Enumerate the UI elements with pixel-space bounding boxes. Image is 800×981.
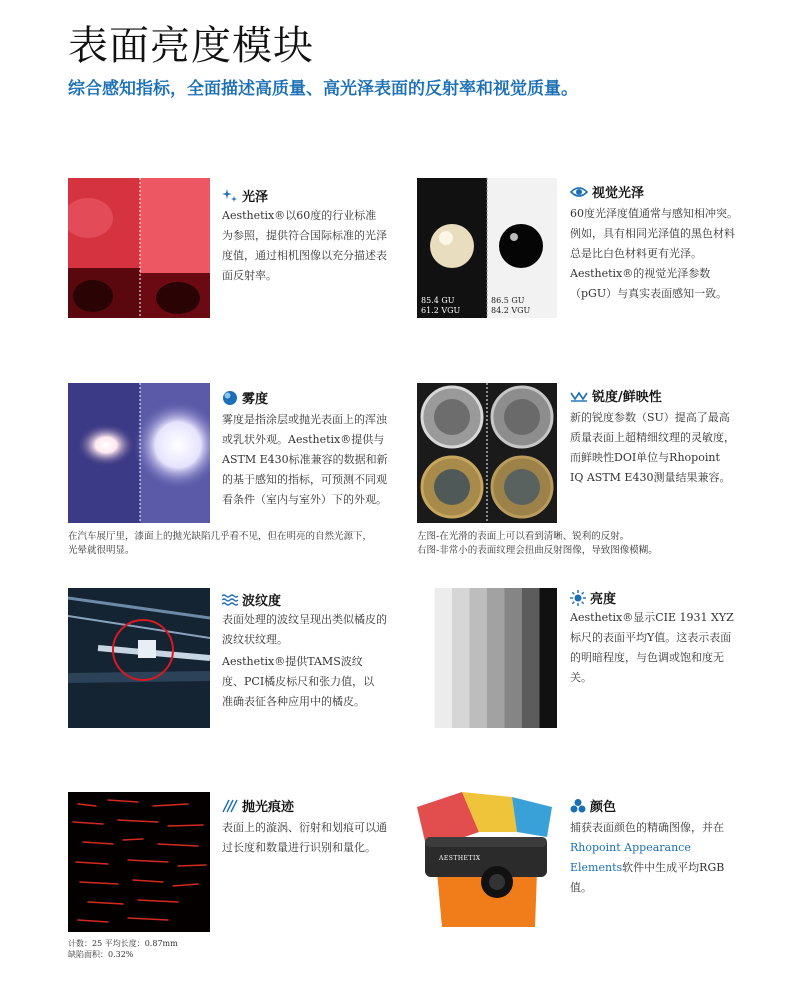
haze-description: 雾度是指涂层或抛光表面上的浑浊或乳状外观。Aesthetix®提供与ASTM E430标准兼容的数据和新的基于感知的指标，可预测不同观看条件（室内与室外）下的外观。 <box>222 413 388 506</box>
sharpness-image <box>417 383 557 523</box>
polish-description: 表面上的漩涡、衍射和划痕可以通过长度和数量进行识别和量化。 <box>222 821 387 854</box>
polish-marks-icon <box>222 799 238 813</box>
brightness-heading: 亮度 <box>570 588 616 607</box>
waviness-heading: 波纹度 <box>222 590 281 609</box>
sharpness-caption-left: 左图-在光滑的表面上可以看到清晰、锐利的反射。 <box>417 531 630 542</box>
polish-stat-area: 缺陷面积：0.32% <box>68 950 134 959</box>
waviness-image <box>68 588 210 728</box>
color-image <box>417 792 557 932</box>
visual-gloss-right-vgu: 84.2 VGU <box>491 306 531 315</box>
visual-gloss-left-vgu: 61.2 VGU <box>421 306 461 315</box>
sharpness-description: 新的锐度参数（SU）提高了最高质量表面上超精细纹理的灵敏度，而鲜映性DOI单位与Rhopoint IQ ASTM E430测量结果兼容。 <box>570 411 735 484</box>
visual-gloss-description: 60度光泽度值通常与感知相冲突。例如，具有相同光泽值的黑色材料总是比白色材料更有光泽。 Aesthetix®的视觉光泽参数（pGU）与真实表面感知一致。 <box>570 207 738 300</box>
page-subtitle: 综合感知指标，全面描述高质量、高光泽表面的反射率和视觉质量。 <box>68 79 578 99</box>
polish-stat-count: 计数：25 平均长度：0.87mm <box>68 939 178 948</box>
gloss-heading: 光泽 <box>222 186 268 205</box>
color-body-post: 软件中生成平均RGB值。 <box>570 861 725 894</box>
appearance-elements-link[interactable]: Rhopoint Appearance Elements <box>570 841 691 874</box>
visual-gloss-image <box>417 178 557 318</box>
haze-image <box>68 383 210 523</box>
sharpness-icon <box>570 390 588 402</box>
sun-icon <box>570 590 586 606</box>
waviness-description-2: Aesthetix®提供TAMS波纹度、PCI橘皮标尺和张力值，以准确表征各种应用中的橘皮。 <box>222 655 375 708</box>
visual-gloss-left-gu: 85.4 GU <box>421 296 455 305</box>
brightness-description: Aesthetix®显示CIE 1931 XYZ标尺的表面平均Y值。这表示表面的明暗程度，与色调或饱和度无关。 <box>570 611 734 684</box>
sparkle-icon <box>222 188 238 204</box>
waves-icon <box>222 593 238 607</box>
visual-gloss-right-gu: 86.5 GU <box>491 296 525 305</box>
color-body-pre: 捕获表面颜色的精确图像，并在 <box>570 821 724 834</box>
brightness-image <box>417 588 557 728</box>
color-description <box>570 818 725 898</box>
color-heading: 颜色 <box>570 796 616 815</box>
visual-gloss-heading: 视觉光泽 <box>570 182 644 201</box>
waviness-description-1: 表面处理的波纹呈现出类似橘皮的波纹状纹理。 <box>222 613 387 646</box>
sharpness-caption-right: 右图-非常小的表面纹理会扭曲反射图像，导致图像模糊。 <box>417 545 658 556</box>
color-dots-icon <box>570 798 586 814</box>
gloss-description: Aesthetix®以60度的行业标准为参照，提供符合国际标准的光泽度值，通过相机图像以充分描述表面反射率。 <box>222 209 387 282</box>
haze-icon <box>222 390 238 406</box>
polish-heading: 抛光痕迹 <box>222 796 294 815</box>
polish-image <box>68 792 210 932</box>
haze-heading: 雾度 <box>222 388 268 407</box>
haze-caption: 在汽车展厅里，漆面上的抛光缺陷几乎看不见，但在明亮的自然光源下，光晕就很明显。 <box>68 531 373 556</box>
gloss-image <box>68 178 210 318</box>
sharpness-heading: 锐度/鲜映性 <box>570 386 662 405</box>
eye-icon <box>570 185 588 199</box>
page-title: 表面亮度模块 <box>68 23 314 69</box>
device-label: AESTHETIX <box>439 855 481 862</box>
